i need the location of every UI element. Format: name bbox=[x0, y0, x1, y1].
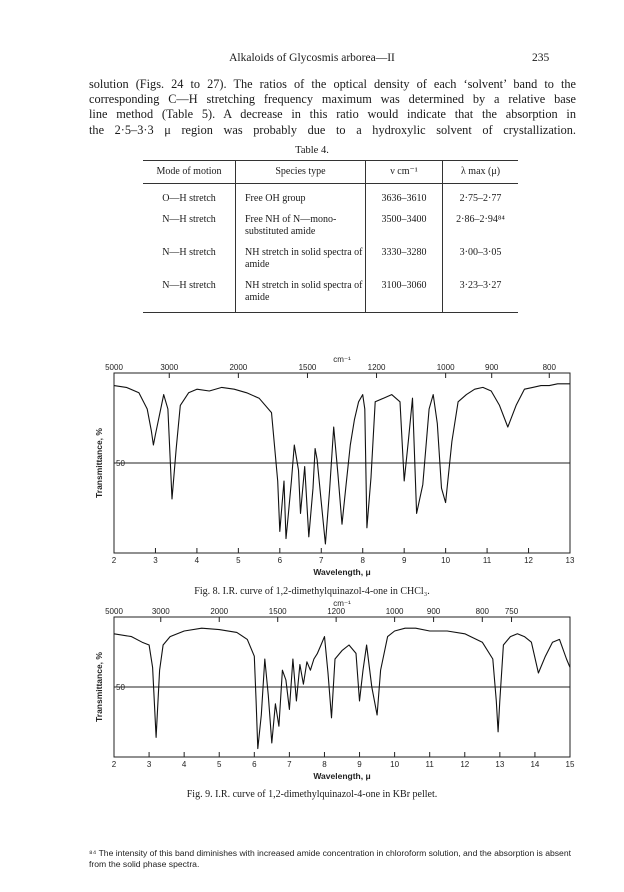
table-cell-lambda: 2·86–2·94⁸⁴ bbox=[456, 214, 505, 225]
bottom-tick-label: 7 bbox=[319, 556, 324, 565]
table-header-mode: Mode of motion bbox=[143, 161, 236, 184]
spectrum-series-line bbox=[114, 384, 570, 544]
top-tick-label: 5000 bbox=[105, 363, 123, 372]
table-header-row bbox=[143, 161, 518, 184]
y-axis-label: Transmittance, % bbox=[94, 652, 104, 722]
body-paragraph bbox=[89, 77, 576, 138]
bottom-tick-label: 11 bbox=[482, 556, 492, 565]
table-cell-wavenumber: 3330–3280 bbox=[366, 238, 443, 271]
table-row bbox=[143, 238, 518, 271]
table-cell-mode: O—H stretch bbox=[143, 184, 236, 206]
table-cell-lambda: 3·23–3·27 bbox=[443, 271, 519, 313]
table-header-species: Species type bbox=[236, 161, 366, 184]
table-cell-species: Free NH of N—mono-substituted amide bbox=[236, 205, 366, 238]
top-tick-label: 1500 bbox=[298, 363, 317, 372]
table-cell-species: NH stretch in solid spectra of amide bbox=[236, 238, 366, 271]
top-tick-label: 1200 bbox=[327, 607, 346, 616]
top-axis-label: cm⁻¹ bbox=[333, 355, 351, 364]
table-cell-wavenumber: 3636–3610 bbox=[366, 184, 443, 206]
bottom-tick-label: 6 bbox=[252, 760, 257, 769]
figure-9-caption: Fig. 9. I.R. curve of 1,2-dimethylquinazol-4-one in KBr pellet. bbox=[186, 789, 438, 800]
bottom-tick-label: 8 bbox=[322, 760, 327, 769]
ir-spectrum-chart-fig8 bbox=[86, 353, 586, 585]
top-tick-label: 1000 bbox=[436, 363, 455, 372]
table-cell-wavenumber: 3100–3060 bbox=[366, 271, 443, 313]
top-tick-label: 1000 bbox=[385, 607, 404, 616]
bottom-tick-label: 9 bbox=[357, 760, 362, 769]
x-axis-label: Wavelength, μ bbox=[313, 567, 371, 577]
bottom-tick-label: 3 bbox=[146, 760, 152, 769]
figure-8-caption: Fig. 8. I.R. curve of 1,2-dimethylquinazol-4-one in CHCl₃. bbox=[194, 586, 430, 597]
top-tick-label: 1200 bbox=[367, 363, 386, 372]
table-cell-mode: N—H stretch bbox=[143, 205, 236, 238]
table-cell-wavenumber: 3500–3400 bbox=[366, 205, 443, 238]
bottom-tick-label: 15 bbox=[565, 760, 575, 769]
top-tick-label: 900 bbox=[485, 363, 499, 372]
bottom-tick-label: 13 bbox=[565, 556, 575, 565]
table-row bbox=[143, 184, 518, 206]
top-tick-label: 3000 bbox=[151, 607, 170, 616]
bottom-tick-label: 10 bbox=[441, 556, 451, 565]
table-title: Table 4. bbox=[295, 145, 329, 156]
table-header-wavenumber: ν cm⁻¹ bbox=[366, 161, 443, 184]
table-header-lambda: λ max (μ) bbox=[460, 166, 501, 177]
x-axis-label: Wavelength, μ bbox=[313, 771, 371, 781]
bottom-tick-label: 5 bbox=[236, 556, 241, 565]
body-line: the 2·5–3·3 μ region was probably due to a hydroxylic solvent of crystallization. bbox=[89, 122, 576, 137]
table-cell-species: NH stretch in solid spectra of amide bbox=[236, 271, 366, 313]
top-tick-label: 1500 bbox=[268, 607, 287, 616]
top-tick-label: 750 bbox=[504, 607, 519, 616]
bottom-tick-label: 2 bbox=[111, 556, 117, 565]
top-tick-label: 800 bbox=[475, 607, 489, 616]
top-tick-label: 2000 bbox=[229, 363, 248, 372]
y-tick-label: 50 bbox=[116, 683, 125, 692]
top-tick-label: 900 bbox=[426, 607, 441, 616]
table-4 bbox=[143, 160, 518, 313]
body-line: corresponding C—H stretching frequency maximum was determined by a relative base bbox=[89, 92, 576, 107]
table-cell-mode: N—H stretch bbox=[143, 238, 236, 271]
top-tick-label: 2000 bbox=[210, 607, 229, 616]
bottom-tick-label: 3 bbox=[153, 556, 158, 565]
bottom-tick-label: 2 bbox=[111, 760, 117, 769]
running-header-title: Alkaloids of Glycosmis arborea—II bbox=[229, 52, 395, 64]
top-axis-label: cm⁻¹ bbox=[333, 599, 351, 608]
bottom-tick-label: 11 bbox=[425, 760, 434, 769]
table-cell-mode: N—H stretch bbox=[143, 271, 236, 313]
bottom-tick-label: 12 bbox=[524, 556, 533, 565]
bottom-tick-label: 7 bbox=[287, 760, 292, 769]
footnote bbox=[89, 848, 579, 870]
y-tick-label: 50 bbox=[116, 459, 125, 468]
table-row bbox=[143, 205, 518, 238]
table-row bbox=[143, 271, 518, 313]
bottom-tick-label: 5 bbox=[217, 760, 222, 769]
spectrum-series-line bbox=[114, 628, 570, 748]
table-cell-lambda: 2·75–2·77 bbox=[459, 193, 502, 204]
ir-spectrum-chart-fig9 bbox=[86, 597, 586, 787]
bottom-tick-label: 13 bbox=[495, 760, 505, 769]
page-number: 235 bbox=[532, 52, 550, 64]
bottom-tick-label: 8 bbox=[360, 556, 365, 565]
bottom-tick-label: 9 bbox=[401, 556, 407, 565]
bottom-tick-label: 6 bbox=[277, 556, 283, 565]
bottom-tick-label: 14 bbox=[530, 760, 540, 769]
body-line: line method (Table 5). A decrease in this ratio would indicate that the absorption in bbox=[89, 107, 576, 122]
top-tick-label: 3000 bbox=[160, 363, 179, 372]
table-cell-species: Free OH group bbox=[236, 184, 366, 206]
top-tick-label: 800 bbox=[542, 363, 556, 372]
y-axis-label: Transmittance, % bbox=[94, 428, 104, 498]
bottom-tick-label: 4 bbox=[181, 760, 187, 769]
footnote-text: The intensity of this band diminishes with increased amide concentration in chloroform solution, and the absorption is absent from the solid phase spectra. bbox=[89, 848, 572, 869]
top-tick-label: 5000 bbox=[105, 607, 123, 616]
bottom-tick-label: 4 bbox=[194, 556, 200, 565]
table-cell-lambda: 3·00–3·05 bbox=[459, 247, 502, 258]
footnote-marker: ⁸⁴ bbox=[89, 848, 97, 858]
bottom-tick-label: 10 bbox=[390, 760, 400, 769]
bottom-tick-label: 12 bbox=[460, 760, 470, 769]
body-line: solution (Figs. 24 to 27). The ratios of the optical density of each ‘solvent’ band to the bbox=[89, 77, 576, 91]
